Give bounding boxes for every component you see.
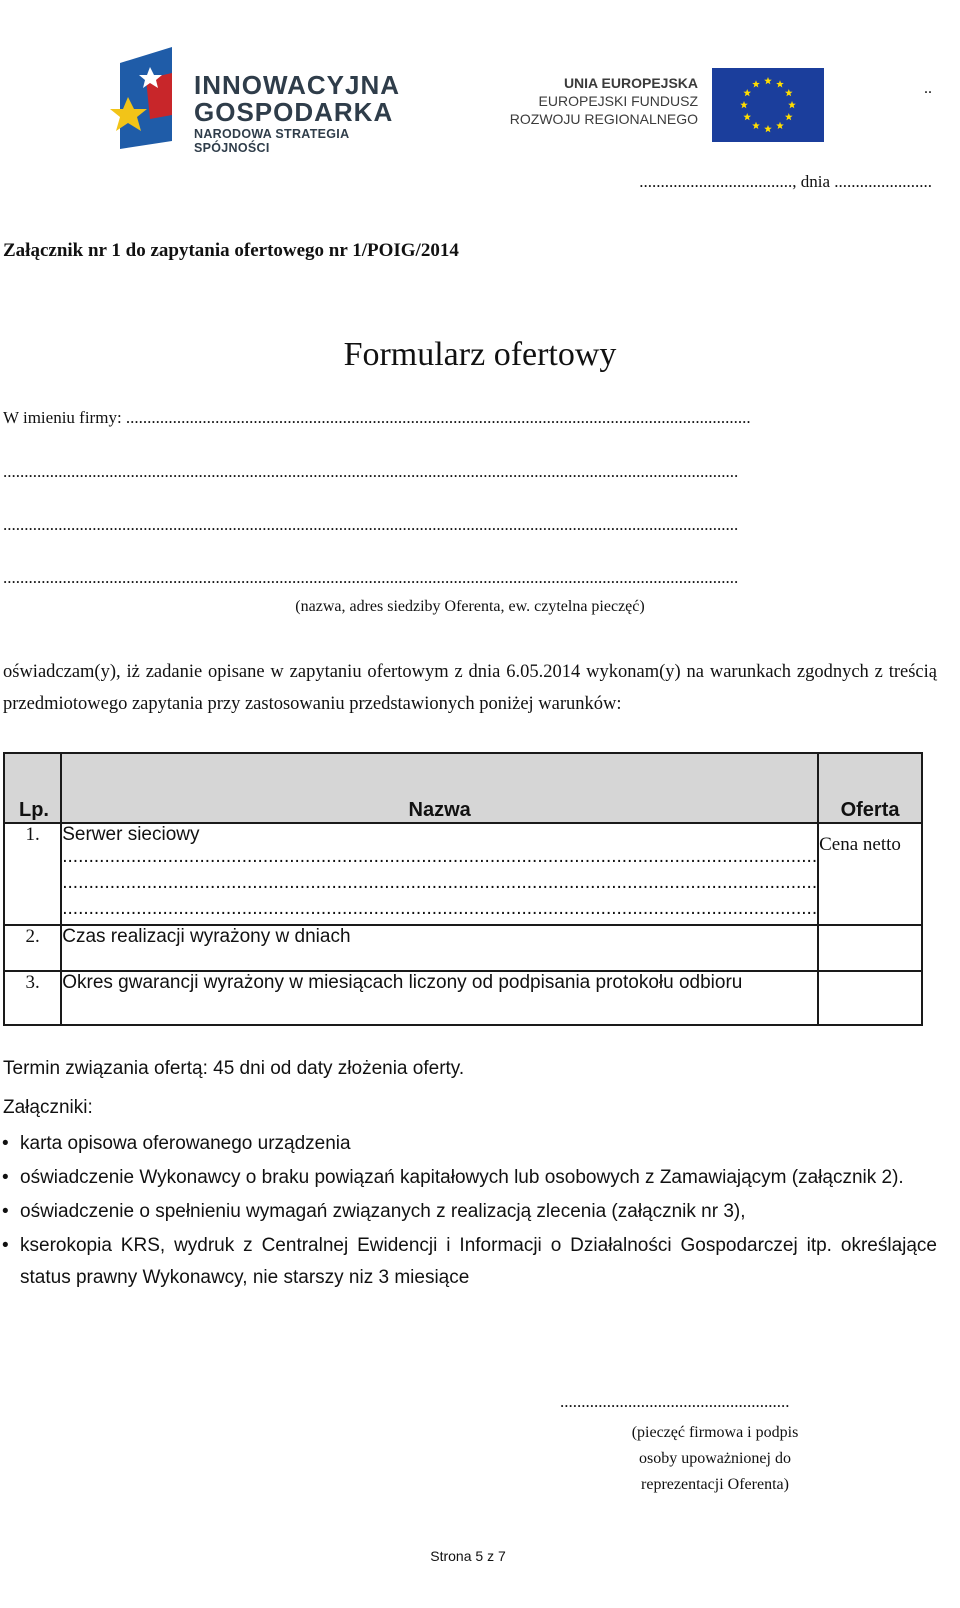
offer-table [3,752,923,1026]
eu-fund-logo [508,68,824,144]
header-name: Nazwa [61,753,818,823]
company-name-line-2: ............................................................................................................................................................................. [3,462,739,481]
eu-star-icon [785,113,793,120]
eu-star-icon [764,125,772,132]
row-lp: 3. [4,971,61,1025]
row-offer[interactable] [818,925,922,971]
binding-term: Termin związania ofertą: 45 dni od daty złożenia oferty. [3,1058,465,1079]
header-offer: Oferta [818,753,922,823]
bullet-icon: • [2,1167,9,1188]
row-offer[interactable] [818,971,922,1025]
row-lp: 2. [4,925,61,971]
table-row [4,971,922,1025]
list-item: • kserokopia KRS, wydruk z Centralnej Ewidencji i Informacji o Działalności Gospodarczej itp. określające status prawny Wykonawcy, nie starszy niz 3 miesiące [0,1230,937,1294]
page-number: Strona 5 z 7 [430,1548,506,1564]
eu-star-icon [764,77,772,84]
row-name: Czas realizacji wyrażony w dniach [61,925,818,971]
eu-star-icon [743,113,751,120]
eu-star-icon [788,101,796,108]
bullet-icon: • [2,1235,9,1256]
company-name-hint: (nazwa, adres siedziby Oferenta, ew. czytelna pieczęć) [295,598,645,615]
attachments-heading: Załączniki: [3,1097,93,1118]
table-row [4,823,922,925]
place-date-field: ...................................., dnia ....................... [639,172,932,191]
eu-logo-line-1: UNIA EUROPEJSKA [563,75,698,91]
bullet-icon: • [2,1201,9,1222]
row-name: Serwer sieciowy [62,824,200,845]
innowacyjna-gospodarka-emblem-icon [110,45,194,150]
statement-paragraph: oświadczam(y), iż zadanie opisane w zapytaniu ofertowym z dnia 6.05.2014 wykonam(y) na warunkach zgodnych z treścią przedmiotowego zapytania przy zastosowaniu przedstawionych poniżej warunków: [3,662,937,714]
corner-dots: .. [924,80,932,97]
bullet-icon: • [2,1133,9,1154]
eu-flag-icon [712,68,824,142]
eu-star-icon [785,89,793,96]
logo-line-3: NARODOWA STRATEGIA SPÓJNOŚCI [194,127,349,155]
row-offer[interactable]: Cena netto [818,823,922,925]
innowacyjna-gospodarka-logo [110,45,410,155]
list-item: • oświadczenie Wykonawcy o braku powiązań kapitałowych lub osobowych z Zamawiającym (załącznik 2). [0,1162,937,1194]
eu-logo-line-3: ROZWOJU REGIONALNEGO [509,111,698,127]
eu-star-icon [752,122,760,129]
logo-line-1: INNOWACYJNA [194,70,401,100]
list-item: • karta opisowa oferowanego urządzenia [0,1128,937,1160]
form-title: Formularz ofertowy [343,336,617,373]
fill-dots-2: ............................................................................................................................................... [62,872,818,893]
logo-line-2: GOSPODARKA [194,97,394,127]
fill-dots-3: ............................................................................................................................................... [62,898,818,919]
attachments-list [0,1128,937,1296]
annex-title: Załącznik nr 1 do zapytania ofertowego nr 1/POIG/2014 [3,240,459,261]
list-item: • oświadczenie o spełnieniu wymagań związanych z realizacją zlecenia (załącznik nr 3), [0,1196,937,1228]
eu-star-icon [776,80,784,87]
eu-star-icon [743,89,751,96]
row-name-cell [61,823,818,925]
row-name: Okres gwarancji wyrażony w miesiącach liczony od podpisania protokołu odbioru [61,971,818,1025]
row-lp: 1. [4,823,61,925]
eu-star-icon [776,122,784,129]
eu-star-icon [752,80,760,87]
fill-dots-1: ............................................................................................................................................... [62,846,818,867]
eu-star-icon [740,101,748,108]
offer-table-header-row [4,753,922,823]
company-name-line-1: W imieniu firmy: ................................................................................................................................................... [3,408,751,427]
signature-caption: (pieczęć firmowa i podpis osoby upoważnionej do reprezentacji Oferenta) [631,1424,799,1493]
company-name-line-4: ............................................................................................................................................................................. [3,568,739,587]
eu-logo-line-2: EUROPEJSKI FUNDUSZ [538,93,698,109]
signature-dots: ...................................................... [560,1392,790,1411]
table-row [4,925,922,971]
header-lp: Lp. [4,753,61,823]
company-name-line-3: ............................................................................................................................................................................. [3,515,739,534]
